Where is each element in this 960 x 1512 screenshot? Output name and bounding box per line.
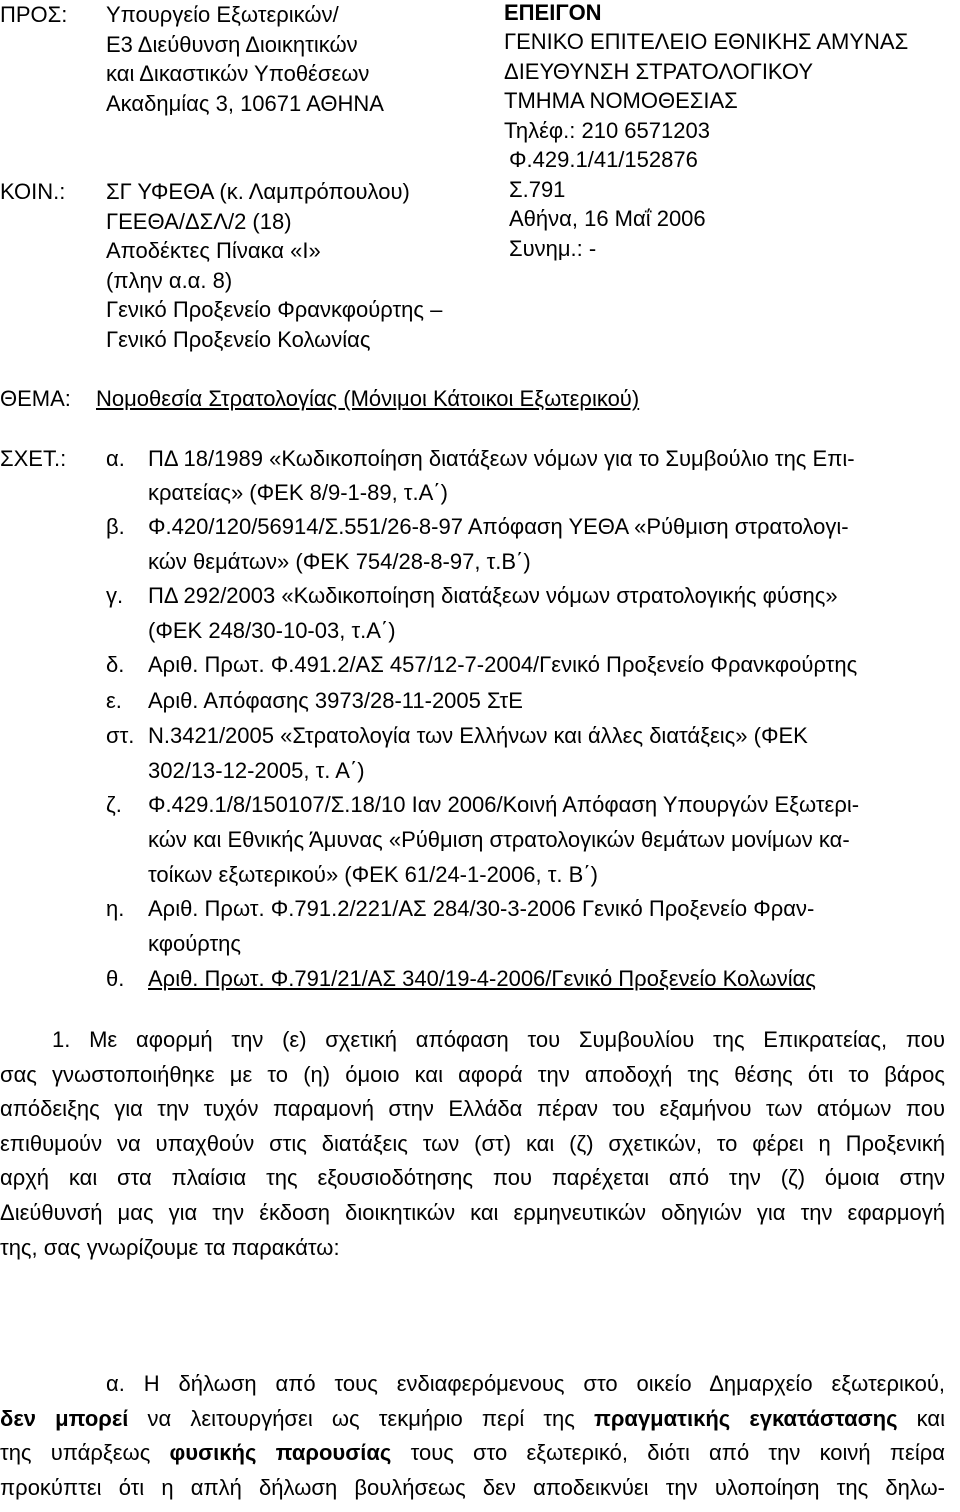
urgent-marker: ΕΠΕΙΓΟΝ [504,0,602,25]
text-run: να λειτουργήσει ως τεκμήριο περί της [128,1405,594,1431]
ref-line: (ΦΕΚ 248/30-10-03, τ.Α΄) [148,618,396,643]
ref-line: Φ.429.1/8/150107/Σ.18/10 Ιαν 2006/Κοινή Απόφαση Υπουργών Εξωτερι- [148,792,860,817]
paragraph-line: 1. Με αφορμή την (ε) σχετική απόφαση του Συμβουλίου της Επικρατείας, που [52,1027,945,1052]
to-line: Ακαδημίας 3, 10671 ΑΘΗΝΑ [106,90,384,116]
sender-line: Συνημ.: - [509,235,597,261]
paragraph-a [0,1367,945,1505]
sender-line: ΔΙΕΥΘΥΝΣΗ ΣΤΡΑΤΟΛΟΓΙΚΟΥ [504,58,814,84]
ref-letter: α. [106,446,125,471]
sender-line: Σ.791 [509,176,566,202]
paragraph-line: Διεύθυνσή μας για την έκδοση διοικητικών και ερμηνευτικών οδηγιών για την εφαρμογή [0,1199,945,1225]
ref-letter: γ. [106,583,124,608]
sender-line: ΓΕΝΙΚΟ ΕΠΙΤΕΛΕΙΟ ΕΘΝΙΚΗΣ ΑΜΥΝΑΣ [504,29,909,54]
paragraph-line: προκύπτει ότι η απλή δήλωση βουλήσεως δεν αποδεικνύει την υλοποίηση της δηλω- [0,1474,945,1500]
cc-recipients [106,177,442,354]
cc-line: Αποδέκτες Πίνακα «Ι» [106,238,321,263]
cc-line: Γενικό Προξενείο Φρανκφούρτης – [106,297,443,322]
paragraph-1 [0,1023,945,1265]
ref-letter: θ. [106,966,125,991]
cc-line: ΓΕΕΘΑ/ΔΣΛ/2 (18) [106,208,292,234]
paragraph-line: της, σας γνωρίζουμε τα παρακάτω: [0,1234,340,1260]
paragraph-line [0,1402,945,1437]
subject-label: ΘΕΜΑ: [0,386,71,411]
ref-line: κρατείας» (ΦΕΚ 8/9-1-89, τ.Α΄) [148,480,448,505]
ref-letter: η. [106,896,125,921]
ref-line: Αριθ. Πρωτ. Φ.791.2/221/ΑΣ 284/30-3-2006 Γενικό Προξενείο Φραν- [148,896,815,921]
references-label: ΣΧΕΤ.: [0,446,67,471]
cc-line: (πλην α.α. 8) [106,267,233,293]
ref-line: Αριθ. Πρωτ. Φ.791/21/ΑΣ 340/19-4-2006/Γενικό Προξενείο Κολωνίας [148,966,816,991]
sender-line: Φ.429.1/41/152876 [509,147,698,172]
ref-line: Αριθ. Πρωτ. Φ.491.2/ΑΣ 457/12-7-2004/Γενικό Προξενείο Φρανκφούρτης [148,652,858,677]
to-recipients [106,0,384,118]
ref-line: κών θεμάτων» (ΦΕΚ 754/28-8-97, τ.Β΄) [148,549,531,574]
ref-letter: δ. [106,652,125,677]
sender-block [504,27,908,263]
bold-phrase: πραγματικής εγκατάστασης [593,1405,898,1431]
ref-line: 302/13-12-2005, τ. Α΄) [148,758,365,783]
paragraph-line: επιθυμούν να υπαχθούν στις διατάξεις των (στ) και (ζ) σχετικών, το φέρει η Προξενική [0,1130,945,1156]
ref-line: τοίκων εξωτερικού» (ΦΕΚ 61/24-1-2006, τ. Β΄) [148,862,598,887]
sender-line: Τηλέφ.: 210 6571203 [504,117,710,143]
ref-letter: στ. [106,723,135,748]
paragraph-line [0,1436,945,1471]
ref-line: κφούρτης [148,931,241,956]
ref-line: ΠΔ 18/1989 «Κωδικοποίηση διατάξεων νόμων για το Συμβούλιο της Επι- [148,446,855,471]
cc-line: Γενικό Προξενείο Κολωνίας [106,326,371,352]
ref-line: κών και Εθνικής Άμυνας «Ρύθμιση στρατολογικών θεμάτων μονίμων κα- [148,827,850,852]
cc-label: ΚΟΙΝ.: [0,179,66,204]
paragraph-line: α. Η δήλωση από τους ενδιαφερόμενους στο οικείο Δημαρχείο εξωτερικού, [106,1371,945,1396]
ref-letter: ε. [106,688,122,713]
to-label: ΠΡΟΣ: [0,2,68,27]
paragraph-line: απόδειξης για την τυχόν παραμονή στην Ελλάδα πέραν του εξαμήνου των ατόμων που [0,1096,945,1122]
bold-phrase: φυσικής παρουσίας [169,1440,392,1466]
to-line: και Δικαστικών Υποθέσεων [106,61,370,86]
text-run: της υπάρξεως [0,1440,170,1466]
paragraph-line: αρχή και στα πλαίσια της εξουσιοδότησης που παρέχεται από την (ζ) όμοια στην [0,1165,945,1191]
cc-line: ΣΓ ΥΦΕΘΑ (κ. Λαμπρόπουλου) [106,179,410,204]
sender-line: Αθήνα, 16 Μαΐ 2006 [509,206,706,231]
ref-line: Φ.420/120/56914/Σ.551/26-8-97 Απόφαση ΥΕΘΑ «Ρύθμιση στρατολογι- [148,514,849,539]
sender-line: ΤΜΗΜΑ ΝΟΜΟΘΕΣΙΑΣ [504,88,738,113]
to-line: Ε3 Διεύθυνση Διοικητικών [106,31,358,57]
to-line: Υπουργείο Εξωτερικών/ [106,2,339,27]
text-run: τους στο εξωτερικό, διότι από την κοινή πείρα [391,1440,945,1466]
bold-phrase: δεν μπορεί [0,1405,129,1431]
ref-letter: ζ. [106,792,122,817]
ref-line: ΠΔ 292/2003 «Κωδικοποίηση διατάξεων νόμων στρατολογικής φύσης» [148,583,838,608]
ref-line: Ν.3421/2005 «Στρατολογία των Ελλήνων και άλλες διατάξεις» (ΦΕΚ [148,723,808,748]
ref-letter: β. [106,514,125,539]
ref-line: Αριθ. Απόφασης 3973/28-11-2005 ΣτΕ [148,688,523,713]
paragraph-line: σας γνωστοποιήθηκε με το (η) όμοιο και αφορά την αποδοχή της θέσης ότι το βάρος [0,1061,945,1087]
subject-text: Νομοθεσία Στρατολογίας (Μόνιμοι Κάτοικοι Εξωτερικού) [96,386,640,411]
text-run: και [897,1405,945,1431]
